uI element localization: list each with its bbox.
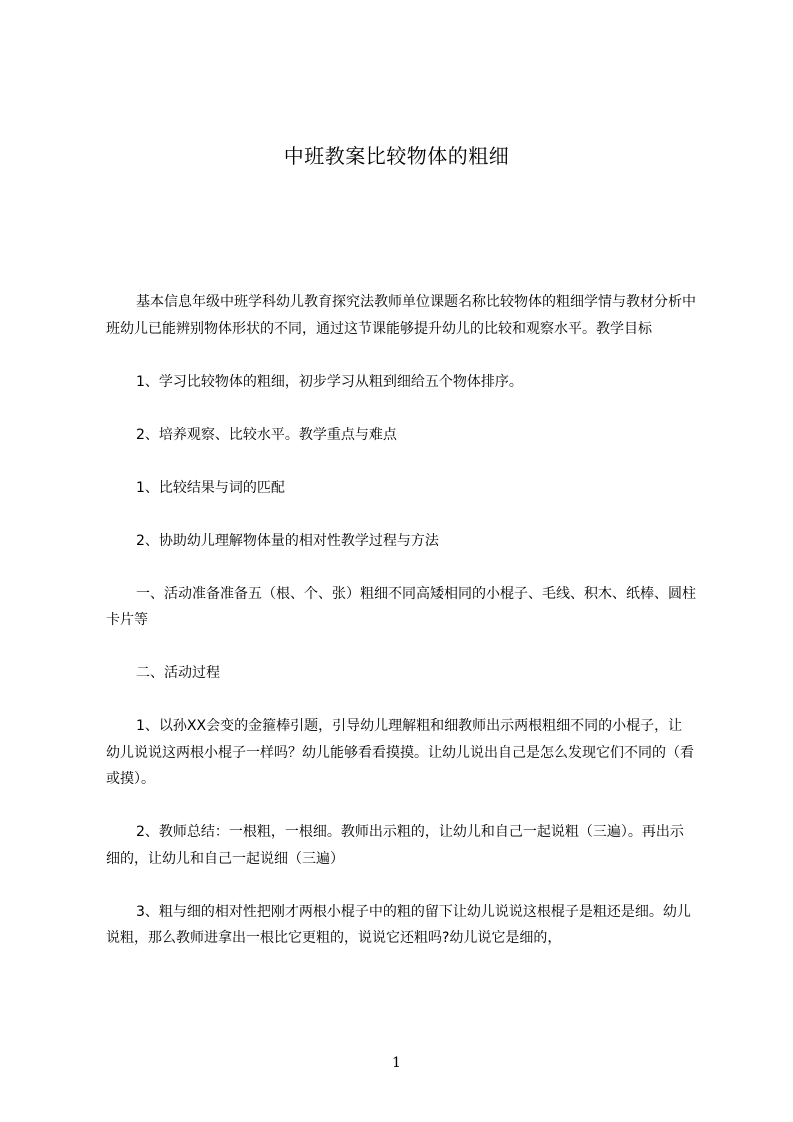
paragraph-process-step-1: 1、以孙XX会变的金箍棒引题，引导幼儿理解粗和细教师出示两根粗细不同的小棍子，让幼儿说说这两根小棍子一样吗？幼儿能够看看摸摸。让幼儿说出自己是怎么发现它们不同的（看或摸）。 xyxy=(106,718,694,787)
paragraph-key-point-1: 1、比较结果与词的匹配 xyxy=(136,479,285,496)
document-body xyxy=(106,289,696,978)
paragraph-process-heading: 二、活动过程 xyxy=(136,665,220,681)
paragraph-process-step-2: 2、教师总结：一根粗，一根细。教师出示粗的，让幼儿和自己一起说粗（三遍）。再出示细的，让幼儿和自己一起说细（三遍） xyxy=(106,824,684,867)
paragraph-key-point-2: 2、协助幼儿理解物体量的相对性教学过程与方法 xyxy=(136,532,439,549)
paragraph-goal-1: 1、学习比较物体的粗细，初步学习从粗到细给五个物体排序。 xyxy=(136,373,523,390)
paragraph-goal-2: 2、培养观察、比较水平。教学重点与难点 xyxy=(136,426,397,443)
paragraph-process-step-3: 3、粗与细的相对性把刚才两根小棍子中的粗的留下让幼儿说说这根棍子是粗还是细。幼儿说粗，那么教师进拿出一根比它更粗的，说说它还粗吗?幼儿说它是细的， xyxy=(106,903,691,946)
page-number: 1 xyxy=(392,1055,401,1071)
document-title: 中班教案比较物体的粗细 xyxy=(283,144,510,168)
paragraph-basic-info: 基本信息年级中班学科幼儿教育探究法教师单位课题名称比较物体的粗细学情与教材分析中班幼儿已能辨别物体形状的不同，通过这节课能够提升幼儿的比较和观察水平。教学目标 xyxy=(106,294,696,337)
paragraph-preparation: 一、活动准备准备五（根、个、张）粗细不同高矮相同的小棍子、毛线、积木、纸棒、圆柱卡片等 xyxy=(106,585,696,628)
